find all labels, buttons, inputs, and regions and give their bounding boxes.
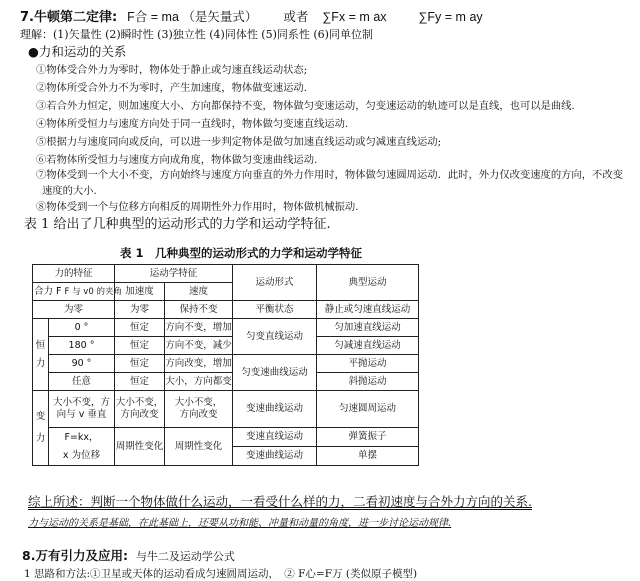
section8-subtitle: 与牛二及运动学公式 (135, 550, 235, 563)
cell-angle (49, 391, 115, 428)
cell-line: 向与 v 垂直 (56, 409, 107, 420)
table-intro: 表 1 给出了几种典型的运动形式的力学和运动学特征. (24, 217, 331, 232)
cell-accel: 恒定 (115, 319, 165, 337)
cell-motion: 变速直线运动 (233, 428, 317, 447)
cell-typical: 弹簧振子 (317, 428, 419, 447)
cell-line: 大小不变， (174, 397, 223, 408)
relation-item: ①物体受合外力为零时，物体处于静止或匀速直线运动状态; (36, 64, 308, 76)
cell-vel: 方向改变，增加 (165, 355, 233, 373)
summary-line: 综上所述：判断一个物体做什么运动，一看受什么样的力，二看初速度与合外力方向的关系. (28, 494, 532, 509)
cell-line: 大小不变， (115, 397, 164, 408)
relation-item: ④物体所受恒力与速度方向处于同一直线时，物体做匀变速直线运动. (36, 118, 349, 130)
component-formula-y: ∑Fy = m ay (418, 10, 483, 24)
cell-angle: 90 ° (49, 355, 115, 373)
cell-motion: 匀变速曲线运动 (233, 355, 317, 391)
header-velocity: 速度 (165, 283, 233, 301)
cell-vel: 方向不变，增加 (165, 319, 233, 337)
cell-line: F=kx， (64, 431, 99, 443)
cell-accel: 恒定 (115, 337, 165, 355)
or-text: 或者 (283, 9, 309, 24)
cell-vel: 周期性变化 (165, 428, 233, 466)
section7-title: 7.牛顿第二定律: (20, 10, 118, 25)
cell-accel: 为零 (115, 301, 165, 319)
cell-motion: 变速曲线运动 (233, 391, 317, 428)
relation-item: ⑧物体受到一个与位移方向相反的周期性外力作用时，物体做机械振动. (36, 201, 359, 213)
section8-title: 8.万有引力及应用: (22, 548, 128, 563)
cell-accel: 恒定 (115, 373, 165, 391)
relation-item: ⑦物体受到一个大小不变，方向始终与速度方向垂直的外力作用时，物体做匀速圆周运动．此时，外力仅改变速度的方向，不改变 (36, 169, 623, 181)
summary-note: 力与运动的关系是基础，在此基础上，还要从功和能、冲量和动量的角度，进一步讨论运动规律. (28, 518, 452, 529)
cell-accel (115, 391, 165, 428)
li-char: 力 (35, 433, 46, 444)
header-typical-motion: 典型运动 (317, 265, 419, 301)
cell-angle: 180 ° (49, 337, 115, 355)
cell-line: 方向改变 (120, 409, 159, 420)
cell-angle (49, 428, 115, 466)
section8-line1: 1 思路和方法:①卫星或天体的运动看成匀速圆周运动， ② F心=F万 (类似原子模型) (24, 568, 418, 580)
cell-line: 大小不变，方 (53, 397, 111, 408)
cell-accel: 周期性变化 (115, 428, 165, 466)
relation-item-continued: 速度的大小. (42, 185, 97, 197)
heng-char: 恒 (35, 339, 46, 351)
cell-typical: 匀减速直线运动 (317, 337, 419, 355)
cell-typical: 单摆 (317, 447, 419, 466)
relation-item: ⑥若物体所受恒力与速度方向成角度，物体做匀变速曲线运动. (36, 154, 318, 166)
cell-line: x 为位移 (62, 449, 101, 461)
cell-typical: 平抛运动 (317, 355, 419, 373)
newton-formula: F合 = ma （是矢量式） (127, 10, 258, 24)
relation-heading: ●力和运动的关系 (28, 44, 127, 59)
motion-table (32, 264, 419, 466)
cell-typical: 斜抛运动 (317, 373, 419, 391)
cell-typical: 静止或匀速直线运动 (317, 301, 419, 319)
header-motion-form: 运动形式 (233, 265, 317, 301)
relation-item: ②物体所受合外力不为零时，产生加速度，物体做变速运动. (36, 82, 307, 94)
header-net-force (33, 283, 122, 301)
cell-motion: 平衡状态 (233, 301, 317, 319)
cell-zero-force: 为零 (33, 301, 115, 319)
cell-typical: 匀速圆周运动 (317, 391, 419, 428)
relation-item: ③若合外力恒定，则加速度大小、方向都保持不变，物体做匀变速运动，匀变速运动的轨迹可以是直线，也可以是曲线. (36, 100, 575, 112)
section8-heading (22, 546, 235, 564)
cell-line: 方向改变 (179, 409, 218, 420)
relation-item: ⑤根据力与速度同向或反向，可以进一步判定物体是做匀加速直线运动或匀减速直线运动; (36, 136, 442, 148)
header-kinematics: 运动学特征 (115, 265, 233, 283)
header-net-force-label: 合力 F (34, 285, 62, 297)
constant-force-label (33, 319, 49, 391)
cell-motion: 变速曲线运动 (233, 447, 317, 466)
cell-motion: 匀变直线运动 (233, 319, 317, 355)
variable-force-label (33, 391, 49, 466)
bian-char: 变 (35, 411, 46, 422)
header-force: 力的特征 (33, 265, 115, 283)
cell-vel: 方向不变，减少 (165, 337, 233, 355)
cell-vel: 保持不变 (165, 301, 233, 319)
cell-angle: 0 ° (49, 319, 115, 337)
header-acceleration: 加速度 (115, 283, 165, 301)
cell-accel: 恒定 (115, 355, 165, 373)
li-char: 力 (35, 357, 46, 369)
cell-angle: 任意 (49, 373, 115, 391)
cell-vel (165, 391, 233, 428)
cell-typical: 匀加速直线运动 (317, 319, 419, 337)
table-caption: 表 1 几种典型的运动形式的力学和运动学特征 (120, 246, 363, 260)
understanding-line: 理解：(1)矢量性 (2)瞬时性 (3)独立性 (4)同体性 (5)同系性 (6)同单位制 (20, 28, 373, 41)
section7-heading (20, 6, 483, 25)
header-angle-label: F 与 v0 的夹角 (64, 286, 122, 297)
component-formula-x: ∑Fx = m ax (322, 10, 387, 24)
cell-vel: 大小，方向都变 (165, 373, 233, 391)
